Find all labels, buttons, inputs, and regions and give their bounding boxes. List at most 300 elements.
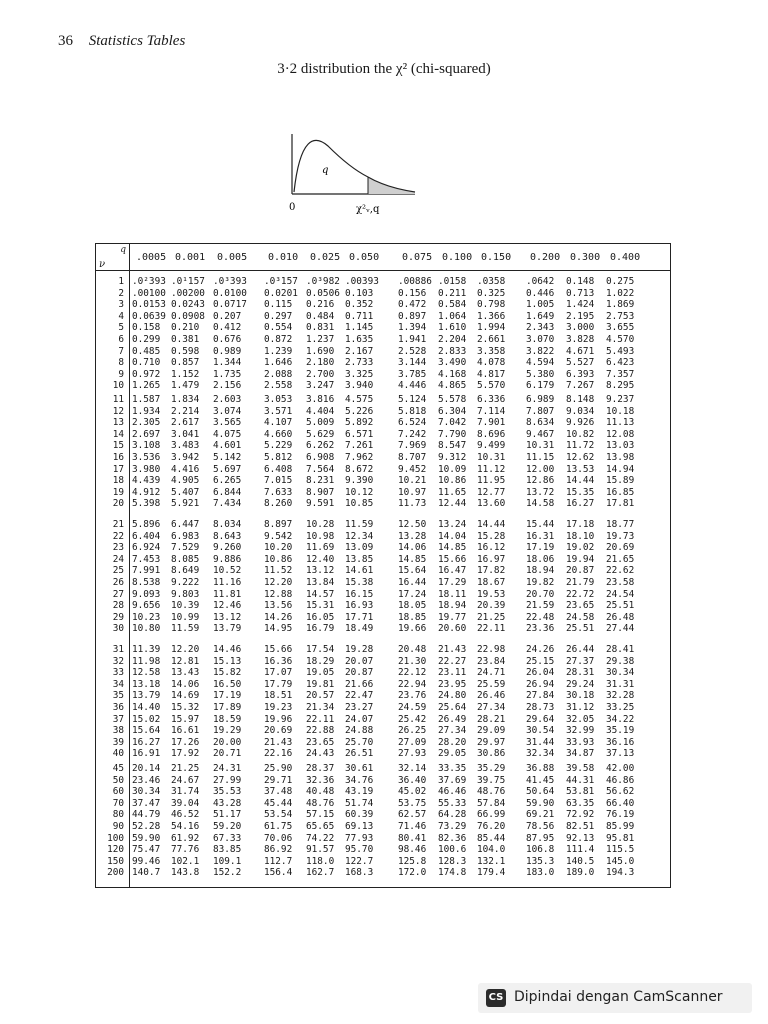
value-cell: 31.44 [526, 736, 555, 748]
value-cell: 9.222 [171, 577, 200, 588]
value-cell: 13.84 [306, 577, 335, 588]
chi-squared-density-figure [280, 128, 440, 223]
value-cell: 1.610 [438, 322, 467, 334]
value-cell: 16.05 [306, 611, 335, 623]
value-cell: 23.58 [606, 577, 635, 588]
value-cell: 18.10 [566, 530, 595, 542]
value-cell: 118.0 [306, 855, 335, 867]
value-cell: 19.53 [477, 588, 506, 600]
value-cell: 0.857 [171, 357, 200, 369]
value-cell: 18.85 [398, 611, 427, 623]
value-cell: 6.983 [171, 530, 200, 542]
value-cell: 75.47 [132, 844, 161, 856]
value-cell: 5.812 [264, 452, 293, 463]
value-cell: 2.180 [306, 357, 335, 369]
value-cell: 122.7 [345, 855, 374, 867]
df-cell: 20 [112, 498, 124, 510]
value-cell: 19.81 [306, 678, 335, 690]
value-cell: 140.5 [566, 855, 595, 867]
value-cell: 0.0100 [213, 287, 247, 299]
value-cell: 2.697 [132, 428, 161, 440]
df-cell: 11 [112, 394, 124, 405]
value-cell: 21.30 [398, 655, 427, 667]
value-cell: 5.380 [526, 368, 555, 380]
df-cell: 14 [112, 428, 124, 440]
value-cell: 1.344 [213, 357, 242, 369]
value-cell: 20.71 [213, 748, 242, 760]
value-cell: 125.8 [398, 855, 427, 867]
value-cell: 10.52 [213, 565, 242, 577]
value-cell: 4.817 [477, 368, 506, 380]
value-cell: 24.59 [398, 702, 427, 713]
value-cell: 16.93 [345, 600, 374, 612]
value-cell: 0.713 [566, 287, 595, 299]
value-cell: 0.0908 [171, 310, 205, 322]
value-cell: 10.20 [264, 542, 293, 554]
value-cell: 13.43 [171, 667, 200, 679]
value-cell: 16.31 [526, 530, 555, 542]
value-cell: 12.88 [264, 588, 293, 600]
value-cell: 7.453 [132, 553, 161, 565]
value-cell: 15.44 [526, 519, 555, 530]
value-cell: 35.19 [606, 725, 635, 737]
running-title: Statistics Tables [88, 33, 186, 49]
value-cell: 24.58 [566, 611, 595, 623]
value-cell: 145.0 [606, 855, 635, 867]
chi-squared-table [95, 243, 671, 888]
value-cell: .0³157 [264, 276, 298, 287]
value-cell: 66.99 [477, 809, 506, 821]
column-header: .0005 [136, 252, 167, 263]
table-row [96, 406, 670, 418]
df-cell: 30 [112, 623, 124, 635]
value-cell: 12.20 [171, 644, 200, 655]
page-header [58, 33, 185, 50]
value-cell: .00100 [132, 287, 166, 299]
value-cell: 66.40 [606, 797, 635, 809]
table-row [96, 809, 670, 821]
value-cell: 6.924 [132, 542, 161, 554]
value-cell: 0.412 [213, 322, 242, 334]
table-row [96, 577, 670, 589]
value-cell: 4.078 [477, 357, 506, 369]
value-cell: 8.034 [213, 519, 242, 530]
value-cell: 6.265 [213, 475, 242, 487]
value-cell: 21.59 [526, 600, 555, 612]
value-cell: 15.66 [438, 553, 467, 565]
table-row [96, 311, 670, 323]
value-cell: 7.969 [398, 440, 427, 452]
value-cell: 19.05 [306, 667, 335, 679]
value-cell: 22.16 [264, 748, 293, 760]
value-cell: 24.31 [213, 763, 242, 774]
value-cell: 16.36 [264, 655, 293, 667]
value-cell: 27.09 [398, 736, 427, 748]
value-cell: 26.49 [438, 713, 467, 725]
value-cell: 128.3 [438, 855, 467, 867]
value-cell: 1.994 [477, 322, 506, 334]
value-cell: 5.407 [171, 486, 200, 498]
value-cell: 0.472 [398, 299, 427, 311]
value-cell: 4.570 [606, 334, 635, 345]
value-cell: 25.59 [477, 678, 506, 690]
value-cell: 13.28 [398, 530, 427, 542]
value-cell: 2.700 [306, 368, 335, 380]
value-cell: 19.28 [345, 644, 374, 655]
value-cell: 0.485 [132, 345, 161, 357]
value-cell: 19.96 [264, 713, 293, 725]
value-cell: 28.31 [566, 667, 595, 679]
q-label: q [322, 165, 329, 176]
shaded-tail [368, 177, 415, 194]
value-cell: 7.267 [566, 380, 595, 392]
value-cell: 8.707 [398, 452, 427, 463]
df-cell: 8 [118, 357, 124, 369]
value-cell: 33.35 [438, 763, 467, 774]
value-cell: 174.8 [438, 867, 467, 879]
value-cell: 22.72 [566, 588, 595, 600]
value-cell: 17.24 [398, 588, 427, 600]
table-row [96, 346, 670, 358]
value-cell: 16.27 [566, 498, 595, 510]
df-cell: 150 [107, 855, 124, 867]
value-cell: 4.107 [264, 417, 293, 429]
value-cell: 9.034 [566, 405, 595, 417]
value-cell: 62.57 [398, 809, 427, 821]
table-row [96, 748, 670, 760]
value-cell: 70.06 [264, 832, 293, 844]
value-cell: .00886 [398, 276, 432, 287]
value-cell: 106.8 [526, 844, 555, 856]
value-cell: 23.76 [398, 690, 427, 702]
value-cell: 29.24 [566, 678, 595, 690]
value-cell: 15.64 [398, 565, 427, 577]
df-cell: 37 [112, 713, 124, 725]
value-cell: 25.42 [398, 713, 427, 725]
value-cell: 13.53 [566, 463, 595, 475]
value-cell: 52.28 [132, 821, 161, 832]
value-cell: 6.393 [566, 368, 595, 380]
value-cell: 6.447 [171, 519, 200, 530]
value-cell: 48.76 [477, 786, 506, 798]
value-cell: 1.934 [132, 405, 161, 417]
value-cell: 2.733 [345, 357, 374, 369]
value-cell: .0642 [526, 276, 555, 287]
value-cell: 0.297 [264, 310, 293, 322]
value-cell: 13.18 [132, 678, 161, 690]
value-cell: 3.565 [213, 417, 242, 429]
value-cell: 11.72 [566, 440, 595, 452]
value-cell: 8.649 [171, 565, 200, 577]
value-cell: 8.547 [438, 440, 467, 452]
value-cell: 5.629 [306, 428, 335, 440]
value-cell: 19.23 [264, 702, 293, 713]
value-cell: 10.31 [477, 452, 506, 463]
value-cell: 36.16 [606, 736, 635, 748]
table-row [96, 867, 670, 879]
df-cell: 17 [112, 463, 124, 475]
value-cell: 3.108 [132, 440, 161, 452]
value-cell: 189.0 [566, 867, 595, 879]
value-cell: 43.28 [213, 797, 242, 809]
value-cell: 17.19 [213, 690, 242, 702]
table-row [96, 589, 670, 601]
value-cell: 7.633 [264, 486, 293, 498]
value-cell: 5.921 [171, 498, 200, 510]
value-cell: 11.16 [213, 577, 242, 588]
table-row [96, 798, 670, 810]
value-cell: 27.44 [606, 623, 635, 635]
value-cell: 71.46 [398, 821, 427, 832]
value-cell: 3.816 [306, 394, 335, 405]
value-cell: 22.27 [438, 655, 467, 667]
df-cell: 1 [118, 276, 124, 287]
camscanner-logo: CS [486, 989, 506, 1007]
value-cell: 25.15 [526, 655, 555, 667]
value-cell: 4.575 [345, 394, 374, 405]
value-cell: 1.152 [171, 368, 200, 380]
column-header: 0.150 [481, 252, 512, 263]
value-cell: 22.11 [306, 713, 335, 725]
value-cell: 3.483 [171, 440, 200, 452]
value-cell: .00393 [345, 276, 379, 287]
value-cell: 0.0201 [264, 287, 298, 299]
value-cell: 18.06 [526, 553, 555, 565]
value-cell: 77.76 [171, 844, 200, 856]
value-cell: 36.88 [526, 763, 555, 774]
df-cell: 80 [112, 809, 124, 821]
df-cell: 35 [112, 690, 124, 702]
value-cell: 16.12 [477, 542, 506, 554]
df-cell: 45 [112, 763, 124, 774]
value-cell: 2.088 [264, 368, 293, 380]
value-cell: 83.85 [213, 844, 242, 856]
value-cell: 12.86 [526, 475, 555, 487]
table-row [96, 380, 670, 392]
value-cell: 8.085 [171, 553, 200, 565]
value-cell: 13.12 [213, 611, 242, 623]
value-cell: 16.15 [345, 588, 374, 600]
value-cell: 44.31 [566, 774, 595, 786]
value-cell: 168.3 [345, 867, 374, 879]
value-cell: 20.60 [438, 623, 467, 635]
df-cell: 38 [112, 725, 124, 737]
value-cell: 33.25 [606, 702, 635, 713]
value-cell: .00200 [171, 287, 205, 299]
value-cell: 22.48 [526, 611, 555, 623]
value-cell: 20.87 [345, 667, 374, 679]
value-cell: 6.423 [606, 357, 635, 369]
df-cell: 3 [118, 299, 124, 311]
value-cell: 67.33 [213, 832, 242, 844]
value-cell: 10.82 [566, 428, 595, 440]
value-cell: 29.97 [477, 736, 506, 748]
value-cell: 194.3 [606, 867, 635, 879]
value-cell: 15.97 [171, 713, 200, 725]
value-cell: 29.64 [526, 713, 555, 725]
value-cell: 87.95 [526, 832, 555, 844]
value-cell: 17.79 [264, 678, 293, 690]
value-cell: 0.0506 [306, 287, 340, 299]
value-cell: 26.25 [398, 725, 427, 737]
value-cell: 17.07 [264, 667, 293, 679]
value-cell: 39.75 [477, 774, 506, 786]
value-cell: 1.690 [306, 345, 335, 357]
value-cell: 7.529 [171, 542, 200, 554]
value-cell: 30.34 [132, 786, 161, 798]
value-cell: 14.40 [132, 702, 161, 713]
value-cell: 15.38 [345, 577, 374, 588]
value-cell: 20.07 [345, 655, 374, 667]
value-cell: 41.45 [526, 774, 555, 786]
table-row [96, 417, 670, 429]
table-row [96, 531, 670, 543]
value-cell: 0.989 [213, 345, 242, 357]
df-cell: 28 [112, 600, 124, 612]
value-cell: 12.58 [132, 667, 161, 679]
value-cell: 95.70 [345, 844, 374, 856]
value-cell: 17.81 [606, 498, 635, 510]
value-cell: 15.89 [606, 475, 635, 487]
value-cell: 20.57 [306, 690, 335, 702]
value-cell: 1.646 [264, 357, 293, 369]
df-cell: 10 [112, 380, 124, 392]
value-cell: 6.844 [213, 486, 242, 498]
value-cell: 18.67 [477, 577, 506, 588]
df-cell: 100 [107, 832, 124, 844]
value-cell: 0.484 [306, 310, 335, 322]
value-cell: 22.12 [398, 667, 427, 679]
value-cell: 21.43 [264, 736, 293, 748]
value-cell: 85.44 [477, 832, 506, 844]
value-cell: 5.398 [132, 498, 161, 510]
value-cell: 9.260 [213, 542, 242, 554]
value-cell: 21.34 [306, 702, 335, 713]
value-cell: 98.46 [398, 844, 427, 856]
value-cell: 9.499 [477, 440, 506, 452]
value-cell: 32.34 [526, 748, 555, 760]
value-cell: 11.69 [306, 542, 335, 554]
value-cell: 20.39 [477, 600, 506, 612]
value-cell: 14.06 [171, 678, 200, 690]
value-cell: 35.53 [213, 786, 242, 798]
value-cell: 23.36 [526, 623, 555, 635]
value-cell: 12.40 [306, 553, 335, 565]
value-cell: 20.48 [398, 644, 427, 655]
df-cell: 39 [112, 736, 124, 748]
value-cell: 27.84 [526, 690, 555, 702]
value-cell: 9.591 [306, 498, 335, 510]
value-cell: 53.75 [398, 797, 427, 809]
value-cell: 6.179 [526, 380, 555, 392]
value-cell: 4.905 [171, 475, 200, 487]
value-cell: 0.156 [398, 287, 427, 299]
value-cell: 27.34 [438, 725, 467, 737]
value-cell: 61.75 [264, 821, 293, 832]
df-cell: 50 [112, 774, 124, 786]
value-cell: 16.50 [213, 678, 242, 690]
value-cell: 3.490 [438, 357, 467, 369]
value-cell: 9.237 [606, 394, 635, 405]
value-cell: 7.790 [438, 428, 467, 440]
value-cell: 85.99 [606, 821, 635, 832]
value-cell: 30.18 [566, 690, 595, 702]
table-row [96, 737, 670, 749]
df-cell: 25 [112, 565, 124, 577]
table-row [96, 299, 670, 311]
table-row [96, 656, 670, 668]
value-cell: 28.20 [438, 736, 467, 748]
value-cell: 36.40 [398, 774, 427, 786]
value-cell: 152.2 [213, 867, 242, 879]
value-cell: 2.603 [213, 394, 242, 405]
value-cell: 2.167 [345, 345, 374, 357]
value-cell: 1.635 [345, 334, 374, 345]
value-cell: 15.31 [306, 600, 335, 612]
value-cell: 57.84 [477, 797, 506, 809]
value-cell: 63.35 [566, 797, 595, 809]
value-cell: 13.56 [264, 600, 293, 612]
value-cell: 1.735 [213, 368, 242, 380]
value-cell: 3.942 [171, 452, 200, 463]
value-cell: 10.31 [526, 440, 555, 452]
value-cell: 34.87 [566, 748, 595, 760]
value-cell: 32.36 [306, 774, 335, 786]
value-cell: 18.11 [438, 588, 467, 600]
value-cell: 51.17 [213, 809, 242, 821]
value-cell: 23.65 [306, 736, 335, 748]
value-cell: 14.95 [264, 623, 293, 635]
table-row [96, 464, 670, 476]
value-cell: 95.81 [606, 832, 635, 844]
value-cell: 11.15 [526, 452, 555, 463]
table-row [96, 623, 670, 635]
value-cell: 40.48 [306, 786, 335, 798]
value-cell: 27.93 [398, 748, 427, 760]
value-cell: 57.15 [306, 809, 335, 821]
value-cell: 4.671 [566, 345, 595, 357]
value-cell: 24.07 [345, 713, 374, 725]
value-cell: 19.02 [566, 542, 595, 554]
value-cell: 10.98 [306, 530, 335, 542]
value-cell: 7.114 [477, 405, 506, 417]
table-row [96, 714, 670, 726]
value-cell: 12.46 [213, 600, 242, 612]
value-cell: 2.833 [438, 345, 467, 357]
df-cell: 2 [118, 287, 124, 299]
value-cell: 24.71 [477, 667, 506, 679]
value-cell: 21.66 [345, 678, 374, 690]
value-cell: 30.86 [477, 748, 506, 760]
df-cell: 12 [112, 405, 124, 417]
value-cell: 17.54 [306, 644, 335, 655]
df-cell: 90 [112, 821, 124, 832]
value-cell: 24.80 [438, 690, 467, 702]
value-cell: 2.753 [606, 310, 635, 322]
value-cell: 22.47 [345, 690, 374, 702]
section-heading: 3·2 distribution the χ² (chi-squared) [277, 61, 491, 77]
value-cell: 0.0243 [171, 299, 205, 311]
value-cell: 11.65 [438, 486, 467, 498]
value-cell: 8.148 [566, 394, 595, 405]
value-cell: 78.56 [526, 821, 555, 832]
value-cell: 16.79 [306, 623, 335, 635]
value-cell: 26.46 [477, 690, 506, 702]
value-cell: 10.86 [438, 475, 467, 487]
value-cell: 20.14 [132, 763, 161, 774]
column-header: 0.400 [610, 252, 641, 263]
value-cell: 28.37 [306, 763, 335, 774]
